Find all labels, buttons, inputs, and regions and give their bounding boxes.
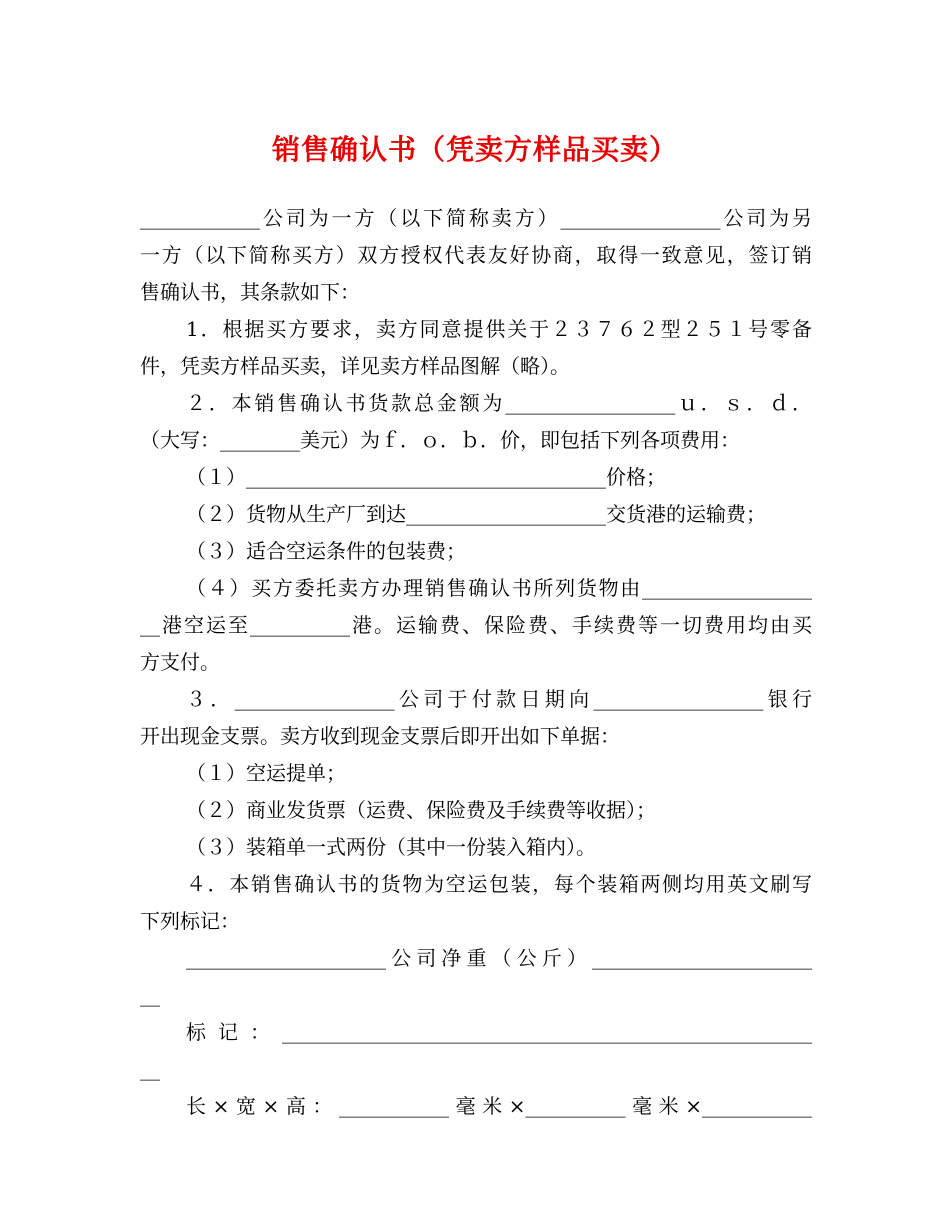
text-line: __ bbox=[140, 1057, 160, 1081]
text-line: __港空运至__________港。运输费、保险费、手续费等一切费用均由买 bbox=[140, 613, 812, 637]
text-line: 开出现金支票。卖方收到现金支票后即开出如下单据： bbox=[140, 724, 620, 748]
fee-item-2: （２）货物从生产厂到达____________________交货港的运输费； bbox=[186, 502, 766, 526]
clause-2: ２．本销售确认书货款总金额为_________________ｕ．ｓ．ｄ． bbox=[186, 391, 812, 415]
clause-4: ４．本销售确认书的货物为空运包装，每个装箱两侧均用英文刷写 bbox=[186, 872, 812, 896]
fee-item-3: （３）适合空运条件的包装费； bbox=[186, 539, 466, 563]
text-line: ____________公司为一方（以下简称卖方）________________公司为另 bbox=[140, 206, 812, 230]
document-item-2: （２）商业发货票（运费、保险费及手续费等收据）； bbox=[186, 798, 656, 822]
text-line: 一方（以下简称买方）双方授权代表友好协商，取得一致意见，签订销 bbox=[140, 243, 812, 267]
document-body bbox=[140, 200, 812, 1125]
text-line: 件，凭卖方样品买卖，详见卖方样品图解（略）。 bbox=[140, 354, 570, 378]
text-line: 下列标记： bbox=[140, 909, 240, 933]
clause-3: ３．________________公司于付款日期向_________________银行 bbox=[186, 687, 812, 711]
marks-line: 标记：_____________________________________________________ bbox=[186, 1020, 812, 1044]
text-line: 方支付。 bbox=[140, 650, 220, 674]
weight-line: ____________________公司净重（公斤）______________________ bbox=[186, 946, 812, 970]
fee-item-1: （１）____________________________________价格； bbox=[186, 465, 666, 489]
text-line: （大写：________美元）为ｆ．ｏ．ｂ．价，即包括下列各项费用： bbox=[140, 428, 740, 452]
document-title: 销售确认书（凭卖方样品买卖） bbox=[271, 133, 678, 166]
fee-item-4: （４）买方委托卖方办理销售确认书所列货物由_________________ bbox=[186, 576, 812, 600]
dimensions-line: 长×宽×高：___________毫米×__________毫米×___________ bbox=[186, 1094, 812, 1118]
document-item-1: （１）空运提单； bbox=[186, 761, 346, 785]
clause-1: 1．根据买方要求，卖方同意提供关于２３７６２型２５１号零备 bbox=[186, 317, 812, 341]
document-item-3: （３）装箱单一式两份（其中一份装入箱内）。 bbox=[186, 835, 596, 859]
text-line: __ bbox=[140, 983, 160, 1007]
text-line: 售确认书，其条款如下： bbox=[140, 280, 360, 304]
